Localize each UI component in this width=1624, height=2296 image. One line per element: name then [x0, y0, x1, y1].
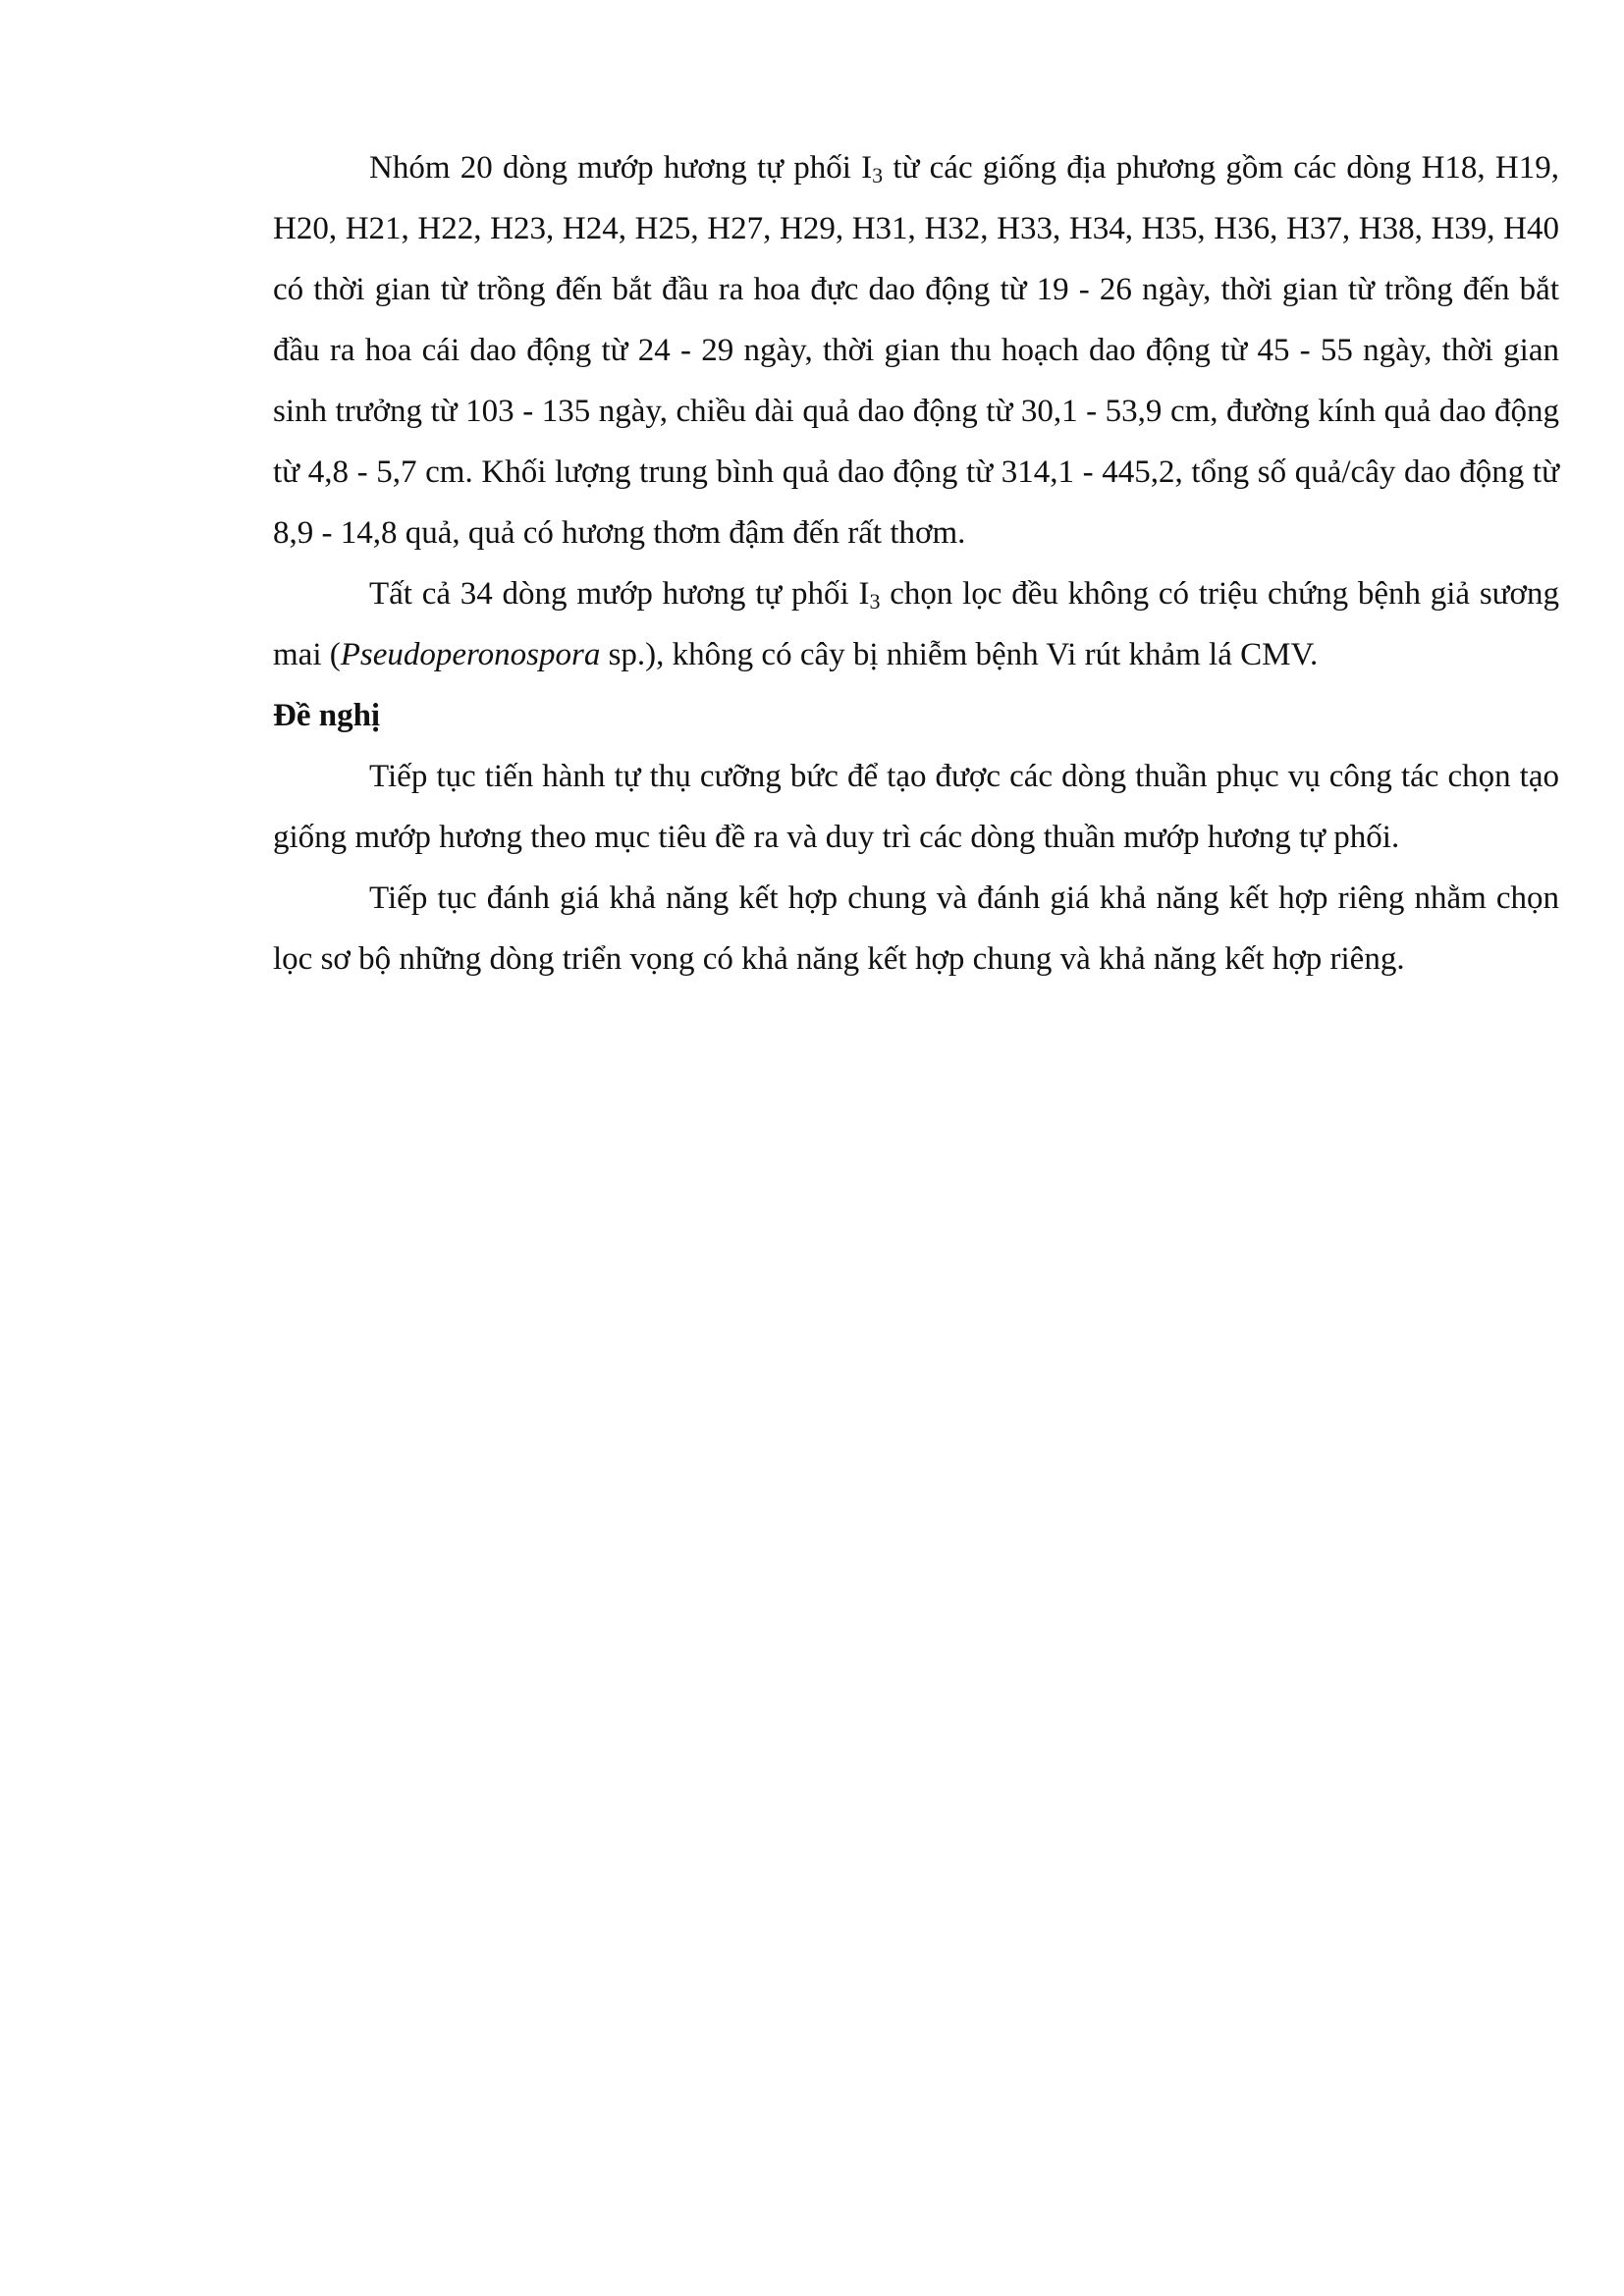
section-heading-recommendation: Đề nghị	[273, 698, 381, 733]
para2-text-b: chọn lọc đều không có triệu chứng bệnh giả sương mai (	[273, 576, 1560, 672]
para1-subscript: 3	[872, 163, 884, 187]
para1-text-a: Nhóm 20 dòng mướp hương tự phối I	[369, 150, 873, 186]
para2-species-name: Pseudoperonospora	[340, 637, 601, 672]
paragraph-recommendation-2: Tiếp tục đánh giá khả năng kết hợp chung và đánh giá khả năng kết hợp riêng nhằm chọn lọc sơ bộ những dòng triển vọng có khả năng kết hợp chung và khả năng kết hợp riêng.	[273, 881, 1559, 977]
para2-subscript: 3	[869, 589, 881, 614]
document-page	[273, 137, 1559, 989]
paragraph-disease-result	[273, 563, 1559, 685]
para2-text-a: Tất cả 34 dòng mướp hương tự phối I	[369, 576, 870, 612]
para2-text-c: sp.), không có cây bị nhiễm bệnh Vi rút khảm lá CMV.	[600, 637, 1319, 672]
para1-text-b: từ các giống địa phương gồm các dòng H18, H19, H20, H21, H22, H23, H24, H25, H27, H29, H31, H32, H33, H34, H35, H36, H37, H38, H39, H40 có thời gian từ trồng đến bắt đầu ra hoa đực dao động từ 19 - 26 ngày, thời gian từ trồng đến bắt đầu ra hoa cái dao động từ 24 - 29 ngày, thời gian thu hoạch dao động từ 45 - 55 ngày, thời gian sinh trưởng từ 103 - 135 ngày, chiều dài quả dao động từ 30,1 - 53,9 cm, đường kính quả dao động từ 4,8 - 5,7 cm. Khối lượng trung bình quả dao động từ 314,1 - 445,2, tổng số quả/cây dao động từ 8,9 - 14,8 quả, quả có hương thơm đậm đến rất thơm.	[273, 150, 1559, 551]
paragraph-summary-20-lines	[273, 137, 1559, 563]
paragraph-recommendation-1: Tiếp tục tiến hành tự thụ cưỡng bức để tạo được các dòng thuần phục vụ công tác chọn tạo giống mướp hương theo mục tiêu đề ra và duy trì các dòng thuần mướp hương tự phối.	[273, 759, 1559, 855]
